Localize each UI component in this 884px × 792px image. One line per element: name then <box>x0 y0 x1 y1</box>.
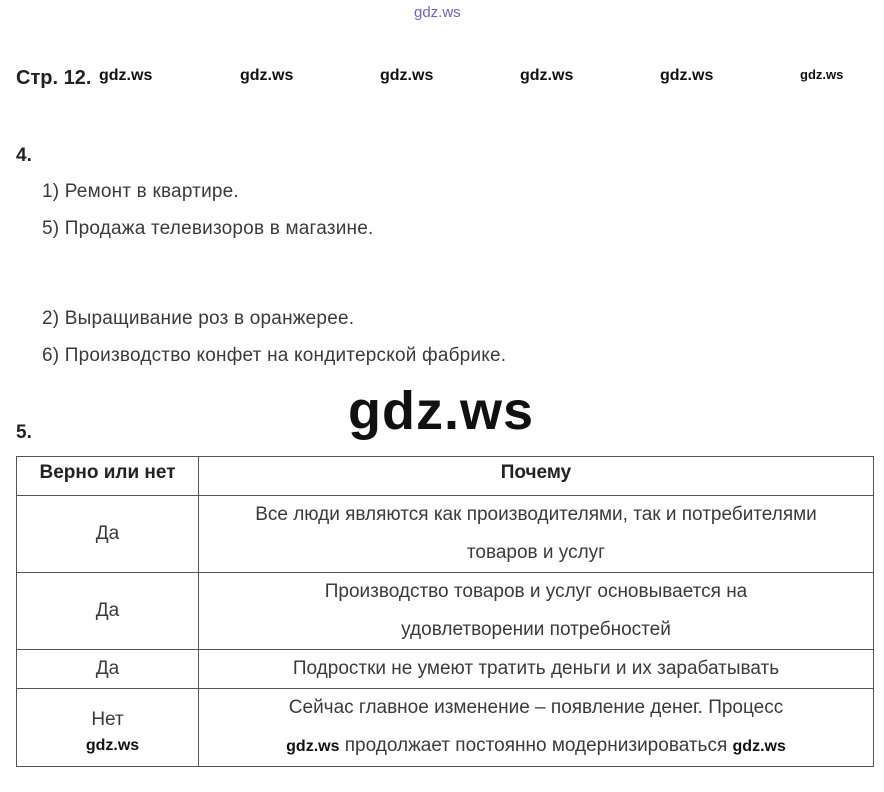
watermark: gdz.ws <box>380 67 434 84</box>
watermark: gdz.ws <box>732 738 786 755</box>
task-4-item: 1) Ремонт в квартире. <box>42 181 239 202</box>
watermark: gdz.ws <box>520 67 574 84</box>
watermark-top: gdz.ws <box>414 4 461 21</box>
task-4-item: 6) Производство конфет на кондитерской фабрике. <box>42 345 507 366</box>
table-row <box>17 650 874 689</box>
reason-line: удовлетворении потребностей <box>401 619 671 640</box>
reason-line: товаров и услуг <box>466 542 606 563</box>
task-4-item: 2) Выращивание роз в оранжерее. <box>42 308 355 329</box>
reason-line: Сейчас главное изменение – появление денег. Процесс <box>288 697 784 718</box>
reason-line <box>203 727 869 766</box>
answer-cell: Да <box>17 650 199 689</box>
task-5-number: 5. <box>16 422 32 443</box>
reason-line-text: продолжает постоянно модернизироваться <box>344 735 728 756</box>
header-true-false: Верно или нет <box>17 457 199 496</box>
watermark: gdz.ws <box>85 736 140 754</box>
reason-cell <box>199 496 874 573</box>
reason-line: Производство товаров и услуг основывается на <box>324 581 748 602</box>
watermark-large: gdz.ws <box>348 381 535 441</box>
watermark: gdz.ws <box>286 738 340 755</box>
reason-line: Подростки не умеют тратить деньги и их зарабатывать <box>292 658 780 679</box>
header-why: Почему <box>199 457 874 496</box>
watermark: gdz.ws <box>99 67 153 84</box>
watermark: gdz.ws <box>240 67 294 84</box>
table-row <box>17 496 874 573</box>
reason-cell <box>199 689 874 767</box>
table-header-row <box>17 457 874 496</box>
watermark: gdz.ws <box>660 67 714 84</box>
table-row <box>17 689 874 767</box>
table-row <box>17 573 874 650</box>
answer-cell: Да <box>17 573 199 650</box>
page-label: Стр. 12. <box>16 67 92 89</box>
answer-text: Нет <box>91 708 124 730</box>
watermark: gdz.ws <box>800 67 844 82</box>
answer-cell <box>17 689 199 767</box>
answers-table <box>16 456 874 767</box>
task-4-item: 5) Продажа телевизоров в магазине. <box>42 218 374 239</box>
reason-cell <box>199 650 874 689</box>
answer-cell: Да <box>17 496 199 573</box>
task-4-number: 4. <box>16 145 32 166</box>
reason-line: Все люди являются как производителями, так и потребителями <box>255 504 817 525</box>
reason-cell <box>199 573 874 650</box>
